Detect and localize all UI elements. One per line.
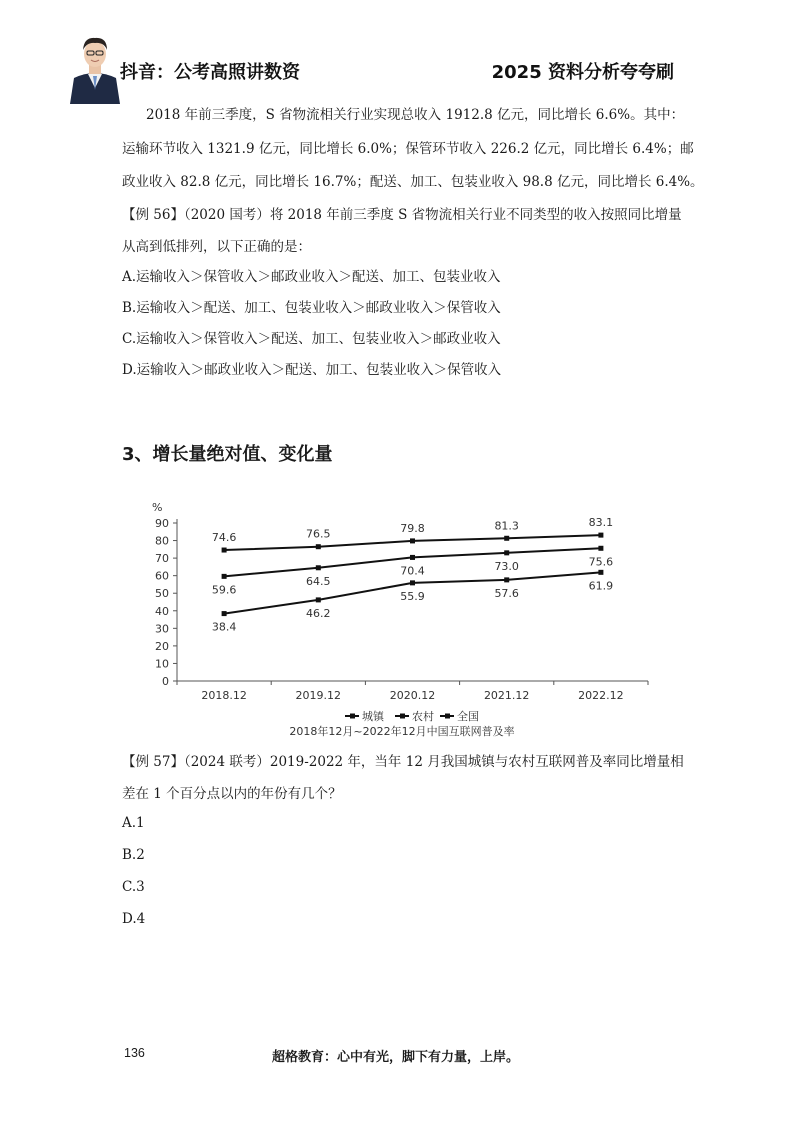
section-title: 3、增长量绝对值、变化量 xyxy=(122,444,333,465)
q57-option-c: C.3 xyxy=(122,879,145,895)
page-number: 136 xyxy=(124,1046,145,1060)
q56-stem-line-1: 【例 56】（2020 国考）将 2018 年前三季度 S 省物流相关行业不同类型的收入按照同比增量 xyxy=(122,207,682,223)
legend-label: 全国 xyxy=(457,710,479,723)
data-point xyxy=(410,580,415,585)
x-tick-label: 2019.12 xyxy=(295,689,342,702)
data-point xyxy=(504,550,509,555)
data-point xyxy=(316,597,321,602)
data-point xyxy=(222,548,227,553)
author-avatar xyxy=(66,28,124,104)
data-label: 38.4 xyxy=(211,620,237,634)
q57-option-b: B.2 xyxy=(122,847,145,863)
header-channel: 抖音：公考高照讲数资 xyxy=(120,62,300,83)
q57-stem-line-1: 【例 57】（2024 联考）2019-2022 年，当年 12 月我国城镇与农村互联网普及率同比增量相 xyxy=(122,754,684,770)
data-label: 55.9 xyxy=(400,589,425,603)
data-point xyxy=(316,544,321,549)
legend-marker xyxy=(400,714,405,719)
data-point xyxy=(598,546,603,551)
footer-slogan: 超格教育：心中有光，脚下有力量，上岸。 xyxy=(272,1050,520,1065)
data-point xyxy=(410,538,415,543)
chart-title: 2018年12月~2022年12月中国互联网普及率 xyxy=(289,725,515,738)
legend-label: 农村 xyxy=(412,710,434,723)
y-axis-label: % xyxy=(152,501,163,514)
y-tick-label: 70 xyxy=(155,552,169,566)
y-tick-label: 40 xyxy=(155,604,169,618)
intro-line-1: 2018 年前三季度，S 省物流相关行业实现总收入 1912.8 亿元，同比增长 6.6%。其中： xyxy=(146,107,685,123)
data-label: 79.8 xyxy=(400,521,425,535)
x-tick-label: 2018.12 xyxy=(201,689,247,702)
y-tick-label: 10 xyxy=(155,657,169,671)
q56-option-d: D.运输收入＞邮政业收入＞配送、加工、包装业收入＞保管收入 xyxy=(122,362,502,378)
data-label: 75.6 xyxy=(588,555,614,569)
x-tick-label: 2020.12 xyxy=(389,689,436,702)
x-tick-label: 2022.12 xyxy=(578,689,624,702)
legend-label: 城镇 xyxy=(362,710,384,723)
y-tick-label: 80 xyxy=(155,534,169,548)
data-label: 83.1 xyxy=(588,516,614,530)
y-tick-label: 20 xyxy=(155,639,169,653)
data-point xyxy=(410,555,415,560)
q56-option-b: B.运输收入＞配送、加工、包装业收入＞邮政业收入＞保管收入 xyxy=(122,300,501,316)
data-point xyxy=(598,533,603,538)
data-point xyxy=(598,570,603,575)
y-tick-label: 50 xyxy=(155,587,169,601)
y-tick-label: 30 xyxy=(155,622,169,636)
data-label: 81.3 xyxy=(494,519,519,533)
intro-line-3: 政业收入 82.8 亿元，同比增长 16.7%；配送、加工、包装业收入 98.8 亿元，同比增长 6.4%。 xyxy=(122,174,704,190)
data-label: 76.5 xyxy=(306,527,331,541)
q57-stem-line-2: 差在 1 个百分点以内的年份有几个？ xyxy=(122,786,342,802)
data-point xyxy=(222,611,227,616)
data-label: 61.9 xyxy=(588,579,614,593)
legend-marker xyxy=(445,714,450,719)
legend-marker xyxy=(350,714,355,719)
internet-penetration-chart xyxy=(140,495,660,740)
data-label: 64.5 xyxy=(306,574,331,588)
y-tick-label: 60 xyxy=(155,569,169,583)
data-point xyxy=(504,577,509,582)
intro-line-2: 运输环节收入 1321.9 亿元，同比增长 6.0%；保管环节收入 226.2 亿元，同比增长 6.4%；邮 xyxy=(122,141,694,157)
q57-option-d: D.4 xyxy=(122,911,146,927)
q56-option-c: C.运输收入＞保管收入＞配送、加工、包装业收入＞邮政业收入 xyxy=(122,331,501,347)
q56-option-a: A.运输收入＞保管收入＞邮政业收入＞配送、加工、包装业收入 xyxy=(122,269,501,285)
data-label: 73.0 xyxy=(494,559,519,573)
q57-option-a: A.1 xyxy=(122,815,145,831)
y-tick-label: 0 xyxy=(162,675,169,688)
x-tick-label: 2021.12 xyxy=(483,689,530,702)
y-tick-label: 90 xyxy=(155,517,169,530)
header-book-title: 2025 资料分析夸夸刷 xyxy=(491,62,674,83)
data-label: 59.6 xyxy=(211,583,237,597)
data-label: 70.4 xyxy=(400,564,425,578)
data-label: 74.6 xyxy=(211,531,237,545)
data-label: 57.6 xyxy=(494,586,519,600)
data-label: 46.2 xyxy=(306,606,331,620)
data-point xyxy=(316,565,321,570)
data-point xyxy=(504,536,509,541)
q56-stem-line-2: 从高到低排列，以下正确的是： xyxy=(122,239,311,255)
data-point xyxy=(222,574,227,579)
